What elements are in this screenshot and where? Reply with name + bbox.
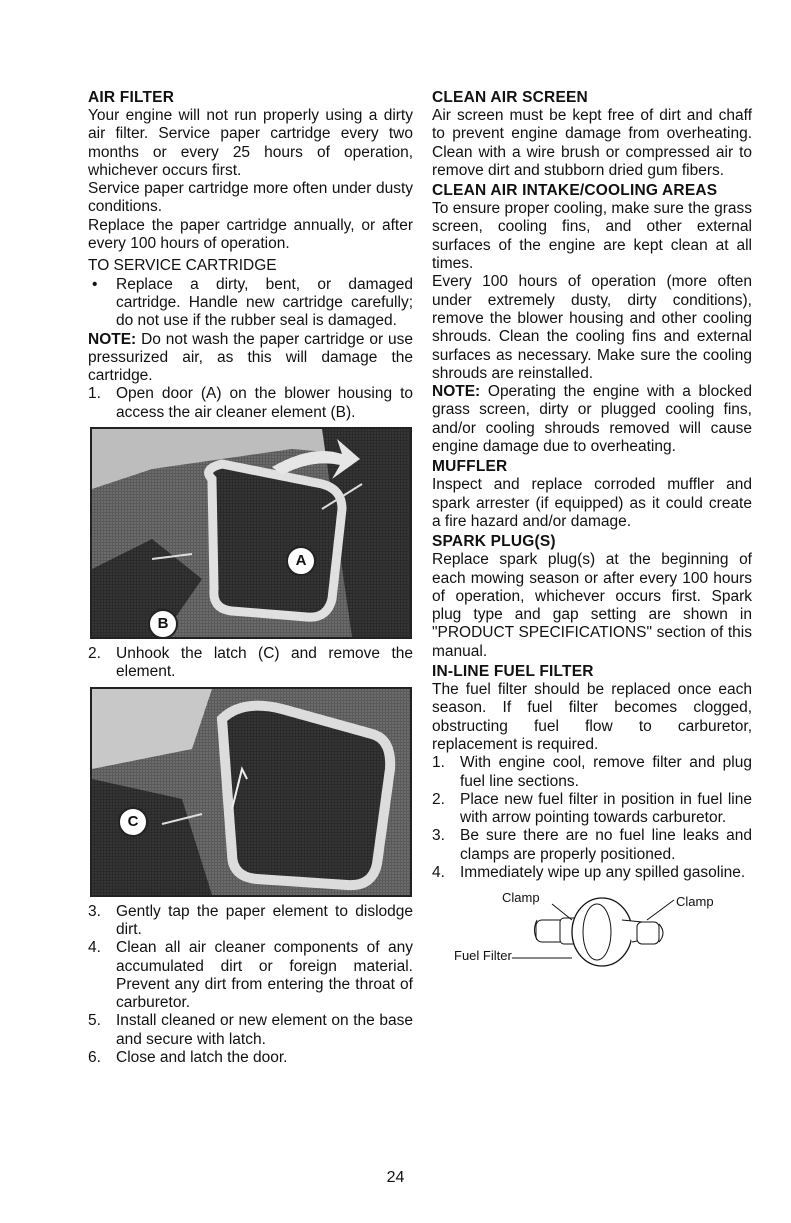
step-item	[88, 903, 413, 940]
step-text: Be sure there are no fuel line leaks and clamps are properly positioned.	[460, 827, 752, 863]
step-number: 4.	[88, 939, 101, 957]
bullet-dot-icon: •	[92, 275, 98, 293]
step-text: Immediately wipe up any spilled gasoline.	[460, 863, 746, 881]
step-item	[88, 385, 413, 422]
step-item	[88, 1049, 413, 1067]
intake-paragraph-2: Every 100 hours of operation (more often under extremely dusty, dirty conditions), remove the blower housing and other cooling shrouds. Clean the cooling fins and external surfaces as necessary. Make sure the cooling shrouds are reinstalled.	[432, 273, 752, 382]
note-2-label: NOTE:	[432, 383, 481, 401]
page-number: 24	[386, 1169, 405, 1186]
muffler-heading: MUFFLER	[432, 458, 508, 476]
step-number: 3.	[88, 902, 101, 920]
air-filter-paragraph-3: Replace the paper cartridge annually, or after every 100 hours of operation.	[88, 216, 413, 253]
note-2-text: Operating the engine with a blocked grass screen, dirty or plugged cooling fins, and/or cooling shrouds removed will cause engine damage due to overheating.	[432, 383, 752, 456]
air-filter-paragraph-2: Service paper cartridge more often under dusty conditions.	[88, 180, 413, 216]
diagram-label-clamp-right: Clamp	[676, 894, 714, 910]
right-column	[432, 88, 752, 980]
step-item	[88, 1012, 413, 1049]
diagram-label-fuel-filter: Fuel Filter	[454, 948, 512, 964]
note-2	[432, 383, 752, 456]
step-number: 1.	[432, 754, 445, 772]
step-text: Place new fuel filter in position in fuel line with arrow pointing towards carburetor.	[460, 790, 752, 827]
step-number: 2.	[88, 645, 101, 663]
note-1-text: Do not wash the paper cartridge or use pressurized air, as this will damage the cartridge.	[88, 330, 413, 385]
step-item	[432, 827, 752, 864]
step-item	[432, 864, 752, 882]
photo-latch	[90, 687, 412, 897]
spark-plug-paragraph: Replace spark plug(s) at the beginning of each mowing season or after every 100 hours of operation, whichever occurs first. Spark plug type and gap setting are shown in "PRODUCT SPECIFICATIONS" section of this manual.	[432, 551, 752, 660]
clean-air-screen-paragraph: Air screen must be kept free of dirt and chaff to prevent engine damage from overheating. Clean with a wire brush or compressed air to remove dirt and stubborn dried gum fibers.	[432, 107, 752, 179]
service-bullet	[88, 276, 413, 331]
step-text: With engine cool, remove filter and plug fuel line sections.	[460, 754, 752, 790]
intake-cooling-heading: CLEAN AIR INTAKE/COOLING AREAS	[432, 182, 718, 200]
clean-air-screen-heading: CLEAN AIR SCREEN	[432, 89, 588, 106]
photo-door-open	[90, 427, 412, 639]
step-text: Clean all air cleaner components of any accumulated dirt or foreign material. Prevent any dirt from entering the throat of carburetor.	[116, 939, 413, 1012]
intake-paragraph-1: To ensure proper cooling, make sure the grass screen, cooling fins, and other external surfaces of the engine are kept clean at all times.	[432, 200, 752, 273]
step-number: 4.	[432, 863, 445, 881]
step-item	[88, 645, 413, 682]
step-number: 3.	[432, 827, 445, 845]
step-number: 5.	[88, 1012, 101, 1030]
step-text: Unhook the latch (C) and remove the element.	[116, 645, 413, 681]
muffler-paragraph: Inspect and replace corroded muffler and spark arrester (if equipped) as it could create a fire hazard and/or damage.	[432, 476, 752, 530]
air-cleaner-photo-illustration	[92, 429, 410, 637]
note-1-label: NOTE:	[88, 330, 137, 348]
step-item	[432, 791, 752, 828]
callout-a: A	[286, 546, 316, 576]
step-text: Gently tap the paper element to dislodge dirt.	[116, 902, 413, 938]
fuel-filter-heading: IN-LINE FUEL FILTER	[432, 663, 594, 681]
callout-c: C	[118, 807, 148, 837]
step-number: 1.	[88, 385, 101, 403]
steps-list-a	[88, 385, 413, 422]
steps-list-c	[88, 903, 413, 1068]
diagram-label-clamp-left: Clamp	[502, 890, 540, 906]
step-item	[432, 754, 752, 791]
fuel-filter-steps	[432, 754, 752, 882]
step-text: Open door (A) on the blower housing to access the air cleaner element (B).	[116, 385, 413, 421]
air-filter-paragraph-1: Your engine will not run properly using a dirty air filter. Service paper cartridge every two months or every 25 hours of operation, whichever occurs first.	[88, 107, 413, 179]
latch-photo-illustration	[92, 689, 410, 895]
callout-b: B	[148, 609, 178, 639]
step-text: Close and latch the door.	[116, 1049, 288, 1067]
service-bullet-text: Replace a dirty, bent, or damaged cartridge. Handle new cartridge carefully; do not use if the rubber seal is damaged.	[116, 275, 413, 330]
step-item	[88, 939, 413, 1012]
air-filter-heading: AIR FILTER	[88, 89, 175, 106]
step-number: 2.	[432, 790, 445, 808]
note-1	[88, 331, 413, 386]
left-column	[88, 88, 413, 1067]
service-cartridge-heading: TO SERVICE CARTRIDGE	[88, 257, 277, 275]
step-number: 6.	[88, 1049, 101, 1067]
step-text: Install cleaned or new element on the base and secure with latch.	[116, 1012, 413, 1048]
spark-plug-heading: SPARK PLUG(S)	[432, 533, 556, 551]
steps-list-b	[88, 645, 413, 682]
fuel-filter-paragraph: The fuel filter should be replaced once each season. If fuel filter becomes clogged, obstructing fuel flow to carburetor, replacement is required.	[432, 681, 752, 753]
fuel-filter-diagram	[432, 890, 752, 980]
